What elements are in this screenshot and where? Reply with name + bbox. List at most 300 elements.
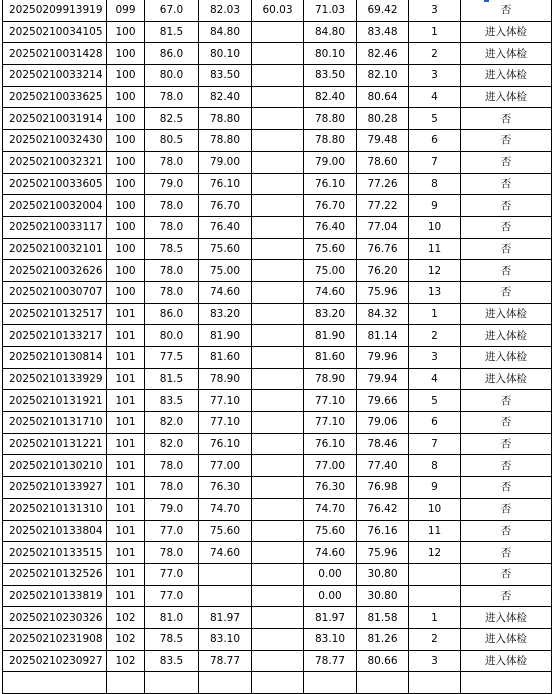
exam-id-cell: 20250210133929 [3, 368, 107, 390]
table-row [3, 433, 552, 455]
adjusted-score-cell [252, 585, 304, 607]
rank-cell: 8 [409, 455, 461, 477]
total-score-cell: 77.22 [357, 195, 409, 217]
adjusted-score-cell [252, 325, 304, 347]
total-score-cell: 81.14 [357, 325, 409, 347]
total-score-cell: 79.06 [357, 412, 409, 434]
interview-score-cell: 83.20 [199, 303, 252, 325]
interview-score-cell: 76.70 [199, 195, 252, 217]
written-score-cell: 81.0 [145, 607, 199, 629]
interview-score-cell: 77.10 [199, 412, 252, 434]
exam-id-cell [3, 672, 107, 694]
table-row [3, 86, 552, 108]
rank-cell [409, 585, 461, 607]
physical-exam-status-cell: 进入体检 [461, 65, 552, 87]
physical-exam-status-cell: 进入体检 [461, 86, 552, 108]
total-score-cell: 84.32 [357, 303, 409, 325]
post-code-cell: 102 [107, 628, 145, 650]
table-row [3, 412, 552, 434]
rank-cell: 3 [409, 0, 461, 21]
written-score-cell: 79.0 [145, 173, 199, 195]
post-code-cell: 101 [107, 455, 145, 477]
exam-id-cell: 20250210033117 [3, 216, 107, 238]
adjusted-score-cell [252, 368, 304, 390]
table-body [3, 0, 552, 694]
written-score-cell: 83.5 [145, 650, 199, 672]
rank-cell: 4 [409, 86, 461, 108]
final-interview-score-cell: 77.10 [304, 412, 357, 434]
written-score-cell: 77.0 [145, 520, 199, 542]
post-code-cell: 100 [107, 195, 145, 217]
physical-exam-status-cell: 否 [461, 477, 552, 499]
table-row [3, 173, 552, 195]
physical-exam-status-cell: 进入体检 [461, 628, 552, 650]
exam-id-cell: 20250210032626 [3, 260, 107, 282]
written-score-cell: 81.5 [145, 368, 199, 390]
table-row [3, 281, 552, 303]
exam-id-cell: 20250210033214 [3, 65, 107, 87]
total-score-cell: 79.96 [357, 347, 409, 369]
adjusted-score-cell [252, 347, 304, 369]
written-score-cell: 83.5 [145, 390, 199, 412]
score-table [2, 0, 552, 694]
physical-exam-status-cell: 进入体检 [461, 368, 552, 390]
written-score-cell: 79.0 [145, 498, 199, 520]
written-score-cell: 77.0 [145, 585, 199, 607]
adjusted-score-cell [252, 303, 304, 325]
post-code-cell: 101 [107, 520, 145, 542]
interview-score-cell: 78.90 [199, 368, 252, 390]
exam-id-cell: 20250210032004 [3, 195, 107, 217]
table-row [3, 650, 552, 672]
final-interview-score-cell: 0.00 [304, 585, 357, 607]
exam-id-cell: 20250210231908 [3, 628, 107, 650]
total-score-cell: 83.48 [357, 21, 409, 43]
adjusted-score-cell [252, 412, 304, 434]
rank-cell: 11 [409, 238, 461, 260]
physical-exam-status-cell: 否 [461, 433, 552, 455]
interview-score-cell: 79.00 [199, 151, 252, 173]
final-interview-score-cell: 71.03 [304, 0, 357, 21]
physical-exam-status-cell: 否 [461, 108, 552, 130]
score-table-sheet [2, 0, 551, 694]
rank-cell: 5 [409, 108, 461, 130]
cell-edge-marker [484, 0, 489, 2]
total-score-cell: 77.40 [357, 455, 409, 477]
table-row [3, 672, 552, 694]
post-code-cell [107, 672, 145, 694]
written-score-cell: 78.0 [145, 86, 199, 108]
written-score-cell: 80.5 [145, 130, 199, 152]
physical-exam-status-cell: 否 [461, 151, 552, 173]
written-score-cell: 86.0 [145, 303, 199, 325]
post-code-cell: 101 [107, 498, 145, 520]
post-code-cell: 099 [107, 0, 145, 21]
table-row [3, 628, 552, 650]
exam-id-cell: 20250210131310 [3, 498, 107, 520]
final-interview-score-cell: 77.00 [304, 455, 357, 477]
physical-exam-status-cell: 进入体检 [461, 347, 552, 369]
table-row [3, 108, 552, 130]
interview-score-cell: 83.50 [199, 65, 252, 87]
interview-score-cell: 77.10 [199, 390, 252, 412]
exam-id-cell: 20250210032430 [3, 130, 107, 152]
post-code-cell: 100 [107, 43, 145, 65]
post-code-cell: 101 [107, 347, 145, 369]
interview-score-cell: 82.40 [199, 86, 252, 108]
physical-exam-status-cell: 否 [461, 390, 552, 412]
interview-score-cell: 77.00 [199, 455, 252, 477]
final-interview-score-cell: 76.10 [304, 173, 357, 195]
rank-cell: 3 [409, 347, 461, 369]
adjusted-score-cell [252, 86, 304, 108]
physical-exam-status-cell: 进入体检 [461, 650, 552, 672]
adjusted-score-cell [252, 195, 304, 217]
post-code-cell: 101 [107, 368, 145, 390]
interview-score-cell: 81.90 [199, 325, 252, 347]
interview-score-cell: 78.77 [199, 650, 252, 672]
total-score-cell: 82.46 [357, 43, 409, 65]
rank-cell: 2 [409, 325, 461, 347]
adjusted-score-cell [252, 563, 304, 585]
adjusted-score-cell [252, 173, 304, 195]
interview-score-cell: 75.60 [199, 520, 252, 542]
total-score-cell: 75.96 [357, 542, 409, 564]
exam-id-cell: 20250210230927 [3, 650, 107, 672]
post-code-cell: 100 [107, 173, 145, 195]
adjusted-score-cell [252, 260, 304, 282]
final-interview-score-cell: 74.60 [304, 542, 357, 564]
exam-id-cell: 20250210131710 [3, 412, 107, 434]
final-interview-score-cell: 76.30 [304, 477, 357, 499]
post-code-cell: 100 [107, 216, 145, 238]
post-code-cell: 100 [107, 151, 145, 173]
written-score-cell: 78.0 [145, 195, 199, 217]
adjusted-score-cell [252, 455, 304, 477]
total-score-cell: 30.80 [357, 585, 409, 607]
physical-exam-status-cell: 否 [461, 520, 552, 542]
final-interview-score-cell: 76.70 [304, 195, 357, 217]
rank-cell: 2 [409, 43, 461, 65]
physical-exam-status-cell: 否 [461, 0, 552, 21]
exam-id-cell: 20250210033605 [3, 173, 107, 195]
post-code-cell: 100 [107, 86, 145, 108]
rank-cell [409, 672, 461, 694]
adjusted-score-cell [252, 628, 304, 650]
exam-id-cell: 20250210133819 [3, 585, 107, 607]
exam-id-cell: 20250210133515 [3, 542, 107, 564]
rank-cell: 8 [409, 173, 461, 195]
rank-cell: 7 [409, 433, 461, 455]
final-interview-score-cell: 77.10 [304, 390, 357, 412]
physical-exam-status-cell: 否 [461, 281, 552, 303]
table-row [3, 498, 552, 520]
physical-exam-status-cell: 进入体检 [461, 325, 552, 347]
rank-cell: 13 [409, 281, 461, 303]
final-interview-score-cell: 83.50 [304, 65, 357, 87]
rank-cell: 3 [409, 650, 461, 672]
total-score-cell: 80.64 [357, 86, 409, 108]
rank-cell: 9 [409, 195, 461, 217]
written-score-cell: 86.0 [145, 43, 199, 65]
rank-cell: 4 [409, 368, 461, 390]
exam-id-cell: 20250210031428 [3, 43, 107, 65]
final-interview-score-cell: 78.80 [304, 108, 357, 130]
written-score-cell [145, 672, 199, 694]
total-score-cell: 30.80 [357, 563, 409, 585]
exam-id-cell: 20250210031914 [3, 108, 107, 130]
table-row [3, 455, 552, 477]
final-interview-score-cell: 83.20 [304, 303, 357, 325]
adjusted-score-cell [252, 238, 304, 260]
total-score-cell [357, 672, 409, 694]
exam-id-cell: 20250210032321 [3, 151, 107, 173]
rank-cell: 12 [409, 260, 461, 282]
written-score-cell: 78.0 [145, 216, 199, 238]
table-row [3, 477, 552, 499]
total-score-cell: 78.46 [357, 433, 409, 455]
rank-cell [409, 563, 461, 585]
table-row [3, 563, 552, 585]
table-row [3, 130, 552, 152]
table-row [3, 607, 552, 629]
physical-exam-status-cell: 否 [461, 260, 552, 282]
written-score-cell: 78.0 [145, 260, 199, 282]
rank-cell: 3 [409, 65, 461, 87]
table-row [3, 390, 552, 412]
written-score-cell: 78.0 [145, 542, 199, 564]
rank-cell: 6 [409, 130, 461, 152]
final-interview-score-cell: 76.40 [304, 216, 357, 238]
post-code-cell: 100 [107, 260, 145, 282]
total-score-cell: 77.26 [357, 173, 409, 195]
exam-id-cell: 20250210132526 [3, 563, 107, 585]
adjusted-score-cell [252, 21, 304, 43]
interview-score-cell [199, 585, 252, 607]
adjusted-score-cell: 60.03 [252, 0, 304, 21]
post-code-cell: 100 [107, 21, 145, 43]
interview-score-cell: 78.80 [199, 130, 252, 152]
adjusted-score-cell [252, 672, 304, 694]
adjusted-score-cell [252, 542, 304, 564]
rank-cell: 6 [409, 412, 461, 434]
adjusted-score-cell [252, 43, 304, 65]
final-interview-score-cell: 81.60 [304, 347, 357, 369]
written-score-cell: 78.0 [145, 477, 199, 499]
total-score-cell: 76.16 [357, 520, 409, 542]
final-interview-score-cell: 78.77 [304, 650, 357, 672]
physical-exam-status-cell: 否 [461, 216, 552, 238]
rank-cell: 7 [409, 151, 461, 173]
exam-id-cell: 20250210130210 [3, 455, 107, 477]
final-interview-score-cell: 76.10 [304, 433, 357, 455]
adjusted-score-cell [252, 65, 304, 87]
rank-cell: 2 [409, 628, 461, 650]
table-row [3, 585, 552, 607]
post-code-cell: 102 [107, 650, 145, 672]
physical-exam-status-cell: 否 [461, 498, 552, 520]
post-code-cell: 101 [107, 433, 145, 455]
interview-score-cell: 74.60 [199, 542, 252, 564]
final-interview-score-cell: 81.90 [304, 325, 357, 347]
physical-exam-status-cell: 进入体检 [461, 43, 552, 65]
table-row [3, 303, 552, 325]
table-row [3, 238, 552, 260]
exam-id-cell: 20250209913919 [3, 0, 107, 21]
interview-score-cell: 76.30 [199, 477, 252, 499]
adjusted-score-cell [252, 216, 304, 238]
rank-cell: 11 [409, 520, 461, 542]
exam-id-cell: 20250210132517 [3, 303, 107, 325]
total-score-cell: 81.26 [357, 628, 409, 650]
final-interview-score-cell: 79.00 [304, 151, 357, 173]
written-score-cell: 78.0 [145, 151, 199, 173]
physical-exam-status-cell [461, 672, 552, 694]
table-row [3, 542, 552, 564]
exam-id-cell: 20250210033625 [3, 86, 107, 108]
final-interview-score-cell: 84.80 [304, 21, 357, 43]
physical-exam-status-cell: 否 [461, 173, 552, 195]
rank-cell: 1 [409, 303, 461, 325]
physical-exam-status-cell: 进入体检 [461, 607, 552, 629]
physical-exam-status-cell: 否 [461, 195, 552, 217]
post-code-cell: 100 [107, 281, 145, 303]
final-interview-score-cell [304, 672, 357, 694]
interview-score-cell: 76.40 [199, 216, 252, 238]
adjusted-score-cell [252, 281, 304, 303]
table-row [3, 347, 552, 369]
exam-id-cell: 20250210133804 [3, 520, 107, 542]
written-score-cell: 80.0 [145, 325, 199, 347]
adjusted-score-cell [252, 650, 304, 672]
adjusted-score-cell [252, 477, 304, 499]
post-code-cell: 100 [107, 238, 145, 260]
total-score-cell: 80.66 [357, 650, 409, 672]
exam-id-cell: 20250210030707 [3, 281, 107, 303]
interview-score-cell: 74.60 [199, 281, 252, 303]
physical-exam-status-cell: 否 [461, 238, 552, 260]
written-score-cell: 82.5 [145, 108, 199, 130]
physical-exam-status-cell: 否 [461, 412, 552, 434]
written-score-cell: 80.0 [145, 65, 199, 87]
interview-score-cell: 75.60 [199, 238, 252, 260]
written-score-cell: 77.5 [145, 347, 199, 369]
final-interview-score-cell: 75.60 [304, 520, 357, 542]
table-row [3, 368, 552, 390]
exam-id-cell: 20250210131221 [3, 433, 107, 455]
total-score-cell: 79.94 [357, 368, 409, 390]
post-code-cell: 102 [107, 607, 145, 629]
adjusted-score-cell [252, 433, 304, 455]
exam-id-cell: 20250210032101 [3, 238, 107, 260]
adjusted-score-cell [252, 390, 304, 412]
table-row [3, 151, 552, 173]
written-score-cell: 67.0 [145, 0, 199, 21]
exam-id-cell: 20250210133217 [3, 325, 107, 347]
physical-exam-status-cell: 进入体检 [461, 21, 552, 43]
written-score-cell: 77.0 [145, 563, 199, 585]
rank-cell: 12 [409, 542, 461, 564]
adjusted-score-cell [252, 607, 304, 629]
total-score-cell: 77.04 [357, 216, 409, 238]
adjusted-score-cell [252, 520, 304, 542]
rank-cell: 10 [409, 498, 461, 520]
written-score-cell: 82.0 [145, 433, 199, 455]
rank-cell: 9 [409, 477, 461, 499]
post-code-cell: 101 [107, 325, 145, 347]
table-row [3, 43, 552, 65]
written-score-cell: 78.5 [145, 628, 199, 650]
written-score-cell: 81.5 [145, 21, 199, 43]
post-code-cell: 101 [107, 542, 145, 564]
interview-score-cell: 84.80 [199, 21, 252, 43]
exam-id-cell: 20250210034105 [3, 21, 107, 43]
interview-score-cell: 81.97 [199, 607, 252, 629]
final-interview-score-cell: 82.40 [304, 86, 357, 108]
exam-id-cell: 20250210130814 [3, 347, 107, 369]
total-score-cell: 82.10 [357, 65, 409, 87]
table-row [3, 21, 552, 43]
rank-cell: 10 [409, 216, 461, 238]
table-row [3, 65, 552, 87]
adjusted-score-cell [252, 151, 304, 173]
total-score-cell: 81.58 [357, 607, 409, 629]
exam-id-cell: 20250210133927 [3, 477, 107, 499]
adjusted-score-cell [252, 498, 304, 520]
total-score-cell: 78.60 [357, 151, 409, 173]
table-row [3, 195, 552, 217]
written-score-cell: 78.0 [145, 281, 199, 303]
interview-score-cell: 83.10 [199, 628, 252, 650]
total-score-cell: 80.28 [357, 108, 409, 130]
total-score-cell: 79.48 [357, 130, 409, 152]
final-interview-score-cell: 75.60 [304, 238, 357, 260]
interview-score-cell: 81.60 [199, 347, 252, 369]
physical-exam-status-cell: 否 [461, 130, 552, 152]
post-code-cell: 101 [107, 412, 145, 434]
written-score-cell: 82.0 [145, 412, 199, 434]
table-row [3, 325, 552, 347]
rank-cell: 1 [409, 607, 461, 629]
adjusted-score-cell [252, 108, 304, 130]
total-score-cell: 76.98 [357, 477, 409, 499]
post-code-cell: 101 [107, 390, 145, 412]
physical-exam-status-cell: 否 [461, 455, 552, 477]
adjusted-score-cell [252, 130, 304, 152]
interview-score-cell: 80.10 [199, 43, 252, 65]
interview-score-cell: 82.03 [199, 0, 252, 21]
table-row [3, 260, 552, 282]
interview-score-cell: 75.00 [199, 260, 252, 282]
post-code-cell: 101 [107, 563, 145, 585]
interview-score-cell: 76.10 [199, 173, 252, 195]
final-interview-score-cell: 75.00 [304, 260, 357, 282]
final-interview-score-cell: 78.90 [304, 368, 357, 390]
final-interview-score-cell: 78.80 [304, 130, 357, 152]
post-code-cell: 101 [107, 477, 145, 499]
exam-id-cell: 20250210230326 [3, 607, 107, 629]
post-code-cell: 101 [107, 585, 145, 607]
total-score-cell: 79.66 [357, 390, 409, 412]
physical-exam-status-cell: 否 [461, 563, 552, 585]
rank-cell: 5 [409, 390, 461, 412]
written-score-cell: 78.0 [145, 455, 199, 477]
final-interview-score-cell: 80.10 [304, 43, 357, 65]
rank-cell: 1 [409, 21, 461, 43]
physical-exam-status-cell: 否 [461, 542, 552, 564]
physical-exam-status-cell: 否 [461, 585, 552, 607]
table-row [3, 216, 552, 238]
